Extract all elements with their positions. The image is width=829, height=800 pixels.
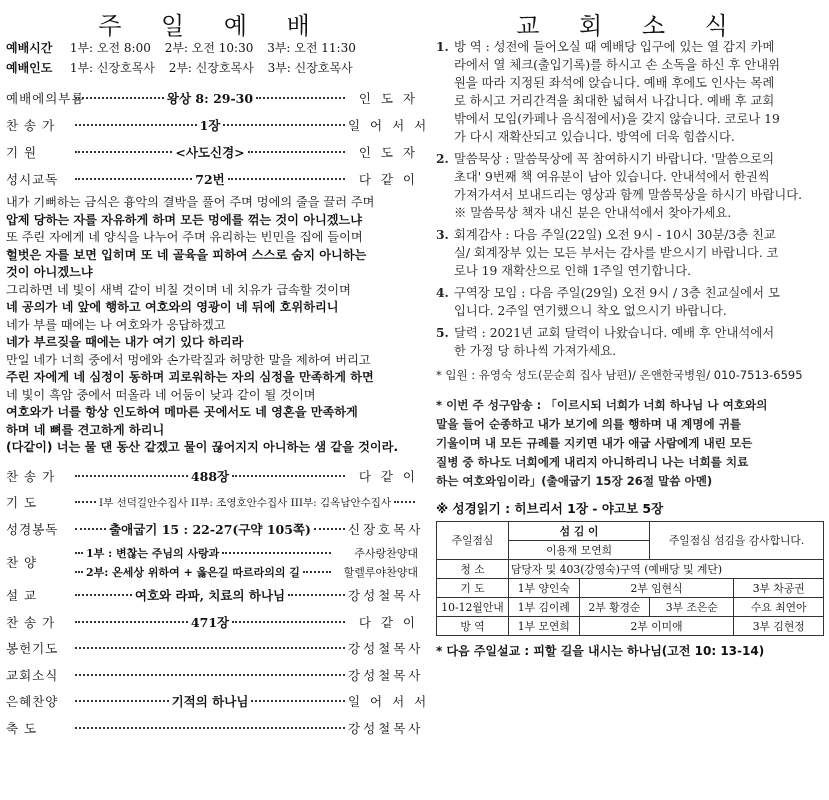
reading-line: 또 주린 자에게 네 양식을 나누어 주며 유리하는 빈민을 집에 들이며 (6, 230, 363, 244)
reading-line: 네가 부르짖을 때에는 내가 여기 있다 하리라 (6, 335, 244, 349)
order-item-name: 봉헌기도 (6, 641, 59, 657)
hospital-notice (436, 366, 824, 384)
news-number: 4. (436, 285, 449, 300)
guide-2: 2부 황경순 (579, 598, 650, 617)
praise-line (72, 562, 418, 581)
service-leader-3: 3부: 신장호목사 (267, 61, 353, 75)
quarantine-3: 3부 김현정 (734, 617, 824, 636)
dotted-leader (75, 552, 83, 554)
prayer-2: 2부 임현식 (579, 579, 734, 598)
dotted-leader (75, 501, 96, 503)
news-body (454, 284, 824, 320)
order-item-leader: 다 같 이 (358, 468, 418, 484)
news-body (454, 38, 824, 146)
order-leader-line (72, 727, 348, 729)
order-leader-line (72, 613, 348, 631)
order-item-leader: 일 어 서 서 (348, 117, 430, 133)
order-item-leader: 일 어 서 서 (348, 694, 430, 710)
service-leaders-label: 예배인도 (6, 61, 53, 75)
service-leader-2: 2부: 신장호목사 (168, 61, 254, 75)
quarantine-2: 2부 이미애 (579, 617, 734, 636)
order-leader-line (72, 647, 348, 649)
order-item-leader: 신장호목사 (348, 521, 424, 537)
praise-line (72, 543, 418, 562)
order-row (6, 165, 418, 192)
news-line: 실/ 회계장부 있는 모든 부서는 감사를 받으시기 바랍니다. 코 (454, 246, 779, 260)
guide-1: 1부 김이례 (509, 598, 580, 617)
news-item (436, 324, 824, 360)
reading-line: 압제 당하는 자를 자유하게 하며 모든 멍에를 꺾는 것이 아니겠느냐 (6, 212, 363, 227)
order-row (6, 582, 424, 609)
lunch-servers-heading: 섬 김 이 (509, 522, 650, 541)
memory-verse-line: 하는 여호와임이라」(출애굽기 15장 26절 말씀 아멘) (436, 474, 713, 488)
dotted-leader (232, 621, 345, 623)
order-row (6, 111, 430, 138)
guide-3: 3부 조은순 (650, 598, 734, 617)
reading-line: 헐벗은 자를 보면 입히며 또 네 골육을 피하여 스스로 숨지 아니하는 (6, 247, 367, 262)
order-item-content: 471장 (190, 614, 230, 630)
dotted-leader (75, 594, 132, 596)
order-item-content: 여호와 라파, 치료의 하나님 (134, 588, 286, 604)
service-leader-1: 1부: 신장호목사 (69, 61, 155, 75)
service-times-row (6, 38, 418, 58)
news-number: 3. (436, 227, 449, 242)
reading-line: 네 공의가 네 앞에 행하고 여호와의 영광이 네 뒤에 호위하리니 (6, 300, 339, 314)
service-leaders-row (6, 58, 418, 78)
quarantine-1: 1부 모연희 (509, 617, 580, 636)
praise-title: 1부 : 변찮는 주님의 사랑과 (86, 546, 220, 560)
order-row (6, 489, 418, 516)
news-line: 입니다. 2주일 연기했으니 착오 없으시기 바랍니다. (454, 304, 727, 318)
order-leader-line (72, 467, 348, 485)
news-body (454, 150, 824, 222)
cleaning-value: 담당자 및 403(강영숙)구역 (예배당 및 계단) (509, 560, 824, 579)
order-item-content: 1장 (199, 117, 221, 133)
order-item-leader: 다 같 이 (358, 171, 418, 187)
order-item-name: 설 교 (6, 588, 38, 604)
news-title: 교 회 소 식 (516, 12, 744, 40)
dotted-leader (75, 475, 188, 477)
memory-verse-line: * 이번 주 성구암송 : 「이르시되 너희가 너희 하나님 나 여호와의 (436, 398, 768, 412)
dotted-leader (394, 501, 415, 503)
dotted-leader (75, 647, 345, 649)
praise-lines (72, 543, 418, 581)
order-item-content: 488장 (190, 468, 230, 484)
dotted-leader (75, 528, 106, 530)
order-item-content: 출애굽기 15 : 22-27(구약 105쪽) (109, 521, 311, 537)
memory-verse (436, 396, 824, 491)
order-item-leader: 다 같 이 (358, 614, 418, 630)
reading-line: 주린 자에게 네 심정이 동하며 괴로워하는 자의 심정을 만족하게 하면 (6, 370, 374, 384)
prayer-3: 3부 차공권 (734, 579, 824, 598)
dotted-leader (228, 178, 345, 180)
lunch-thanks: 주일점심 섬김을 감사합니다. (650, 522, 824, 560)
news-line: 가 다시 재확산되고 있습니다. 방역에 더욱 힘씁시다. (454, 130, 735, 144)
hospital-text: * 입원 : 유영숙 성도(문순희 집사 남편)/ 온앤한국병원/ 010-7513-6595 (436, 368, 803, 382)
order-of-worship-part2 (6, 463, 430, 742)
praise-block (6, 542, 418, 582)
order-item-name: 찬 송 가 (6, 614, 56, 630)
order-row (6, 635, 424, 662)
reading-line: 하며 네 뼈를 견고하게 하리니 (6, 422, 165, 437)
reading-line: 네 빛이 흑암 중에서 떠올라 네 어둠이 낮과 같이 될 것이며 (6, 387, 316, 402)
service-duty-table (436, 521, 824, 636)
order-item-content: 기적의 하나님 (171, 694, 249, 710)
praise-title: 2부: 온세상 위하여 + 옳은길 따르라의의 길 (86, 565, 300, 579)
memory-verse-line: 기울이며 내 모든 규례를 지키면 내가 애굽 사람에게 내린 모든 (436, 436, 753, 450)
order-item-name: 기 원 (6, 144, 38, 160)
news-number: 5. (436, 325, 449, 340)
dotted-leader (223, 124, 345, 126)
dotted-leader (75, 178, 192, 180)
news-list (436, 38, 824, 360)
service-time-2: 2부: 오전 10:30 (164, 41, 254, 55)
news-number: 1. (436, 39, 449, 54)
reading-line: 여호와가 너를 항상 인도하여 메마른 곳에서도 네 영혼을 만족하게 (6, 405, 358, 419)
news-line: 로나 19 재확산으로 인해 1주일 연기합니다. (454, 264, 691, 278)
order-leader-line (72, 674, 348, 676)
order-item-leader: 인 도 자 (358, 144, 418, 160)
order-item-content: 72번 (195, 171, 225, 187)
dotted-leader (75, 97, 164, 99)
dotted-leader (75, 621, 188, 623)
order-leader-line (72, 116, 348, 134)
order-item-name: 은혜찬양 (6, 694, 59, 710)
dotted-leader (303, 571, 331, 573)
next-sermon: * 다음 주일설교 : 피할 길을 내시는 하나님(고전 10: 13-14) (436, 644, 765, 658)
news-line: 달력 : 2021년 교회 달력이 나왔습니다. 예배 후 안내석에서 (454, 326, 775, 340)
news-line: 로 하시고 거리간격을 최대한 넓혀서 나갑니다. 예배 후 교회 (454, 94, 775, 108)
order-row (6, 715, 424, 742)
order-item-leader: 강성철목사 (348, 641, 424, 657)
lunch-servers: 이용재 모연희 (509, 541, 650, 560)
news-item (436, 38, 824, 146)
order-leader-line (72, 545, 334, 561)
news-line: 회계감사 : 다음 주일(22일) 오전 9시 - 10시 30분/3층 친교 (454, 228, 776, 242)
responsive-reading (6, 194, 418, 457)
quarantine-label: 방 역 (437, 617, 509, 636)
order-leader-line (72, 143, 348, 161)
prayer-label: 기 도 (437, 579, 509, 598)
order-leader-line (72, 170, 348, 188)
news-number: 2. (436, 151, 449, 166)
lunch-label: 주일점심 (437, 522, 509, 560)
order-item-name: 성시교독 (6, 171, 59, 187)
order-leader-line (72, 564, 334, 580)
order-of-worship-part1 (6, 84, 430, 192)
dotted-leader (314, 528, 345, 530)
dotted-leader (256, 97, 345, 99)
news-line: 가져가셔서 보내드리는 영상과 함께 말씀묵상을 하시기 바랍니다. (454, 188, 803, 202)
dotted-leader (75, 124, 197, 126)
news-line: 초대' 9번째 책 여유분이 남아 있습니다. 안내석에서 한권씩 (454, 170, 770, 184)
order-item-leader: 인 도 자 (358, 90, 418, 106)
order-item-content: I부 선덕길안수집사 II부: 조영호안수집사 III부: 김옥남안수집사 (98, 496, 392, 509)
order-row (6, 688, 430, 715)
order-leader-line (72, 495, 418, 510)
reading-line: (다같이) 너는 물 댄 동산 같겠고 물이 끊어지지 아니하는 샘 같을 것이라. (6, 440, 399, 454)
order-row (6, 662, 424, 689)
news-line: 방 역 : 성전에 들어오실 때 예배당 입구에 있는 열 감지 카메 (454, 40, 775, 54)
news-line: 말씀묵상 : 말씀묵상에 꼭 참여하시기 바랍니다. '말씀으로의 (454, 152, 774, 166)
news-body (454, 324, 824, 360)
service-times-label: 예배시간 (6, 41, 53, 55)
dotted-leader (75, 727, 345, 729)
reading-line: 내가 기뻐하는 금식은 흉악의 결박을 풀어 주며 멍에의 줄을 끌러 주며 (6, 195, 375, 209)
news-line: 구역장 모임 : 다음 주일(29일) 오전 9시 / 3층 친교실에서 모 (454, 286, 780, 300)
praise-choir: 주사랑찬양대 (354, 546, 418, 560)
news-item (436, 226, 824, 280)
guide-4: 수요 최연아 (734, 598, 824, 617)
memory-verse-line: 말을 들어 순종하고 내가 보기에 의를 행하며 내 계명에 귀를 (436, 417, 742, 431)
news-line: 한 가정 당 하나씩 가져가세요. (454, 344, 617, 358)
worship-order-column (6, 0, 430, 800)
memory-verse-line: 질병 중 하나도 너희에게 내리지 아니하리니 나는 너희를 치료 (436, 455, 749, 469)
order-item-name: 기 도 (6, 495, 38, 511)
order-item-name: 축 도 (6, 720, 38, 736)
service-time-3: 3부: 오전 11:30 (267, 41, 356, 55)
bible-reading: ※ 성경읽기 : 히브리서 1장 - 야고보 5장 (436, 501, 664, 516)
order-item-content: <사도신경> (175, 144, 245, 160)
reading-line: 그리하면 네 빛이 새벽 같이 비칠 것이며 네 치유가 급속할 것이며 (6, 282, 351, 297)
order-row (6, 516, 424, 543)
cleaning-label: 청 소 (437, 560, 509, 579)
order-row (6, 609, 418, 636)
order-item-leader: 강성철목사 (348, 588, 424, 604)
order-row (6, 138, 418, 165)
guide-label: 10-12월안내 (437, 598, 509, 617)
order-leader-line (72, 89, 348, 107)
dotted-leader (232, 475, 345, 477)
dotted-leader (288, 594, 345, 596)
order-item-name: 찬 양 (6, 555, 38, 570)
order-item-content: 왕상 8: 29-30 (166, 90, 254, 106)
order-row (6, 463, 418, 490)
prayer-1: 1부 양인숙 (509, 579, 580, 598)
order-item-name: 찬 송 가 (6, 468, 56, 484)
order-item-leader: 강성철목사 (348, 667, 424, 683)
news-item (436, 284, 824, 320)
news-line: ※ 말씀묵상 책자 내신 분은 안내석에서 찾아가세요. (454, 206, 732, 220)
news-item (436, 150, 824, 222)
praise-choir: 할렐루야찬양대 (343, 565, 418, 579)
order-item-leader: 강성철목사 (348, 720, 424, 736)
order-row (6, 84, 418, 111)
dotted-leader (75, 700, 169, 702)
dotted-leader (75, 151, 172, 153)
church-news-column (436, 0, 824, 800)
news-body (454, 226, 824, 280)
dotted-leader (75, 674, 345, 676)
reading-line: 것이 아니겠느냐 (6, 265, 93, 279)
news-line: 밖에서 모임(카페나 음식점에서)을 갖지 않습니다. 코로나 19 (454, 112, 780, 126)
service-time-1: 1부: 오전 8:00 (69, 41, 151, 55)
news-line: 원을 따라 지정된 좌석에 앉습니다. 예배 후에도 인사는 목례 (454, 76, 775, 90)
order-leader-line (72, 692, 348, 710)
dotted-leader (75, 571, 83, 573)
dotted-leader (251, 700, 345, 702)
order-leader-line (72, 586, 348, 604)
order-leader-line (72, 520, 348, 538)
order-item-name: 교회소식 (6, 667, 59, 683)
order-item-name: 성경봉독 (6, 521, 59, 537)
dotted-leader (248, 151, 345, 153)
worship-title: 주 일 예 배 (98, 12, 326, 40)
order-item-name: 찬 송 가 (6, 117, 56, 133)
dotted-leader (222, 552, 331, 554)
reading-line: 네가 부를 때에는 나 여호와가 응답하겠고 (6, 317, 226, 332)
news-line: 라에서 열 체크(출입기록)를 하시고 손 소독을 하신 후 안내위 (454, 58, 780, 72)
reading-line: 만일 네가 너희 중에서 멍에와 손가락질과 허망한 말을 제하여 버리고 (6, 352, 371, 367)
order-item-name: 예배에의부름 (6, 90, 85, 106)
